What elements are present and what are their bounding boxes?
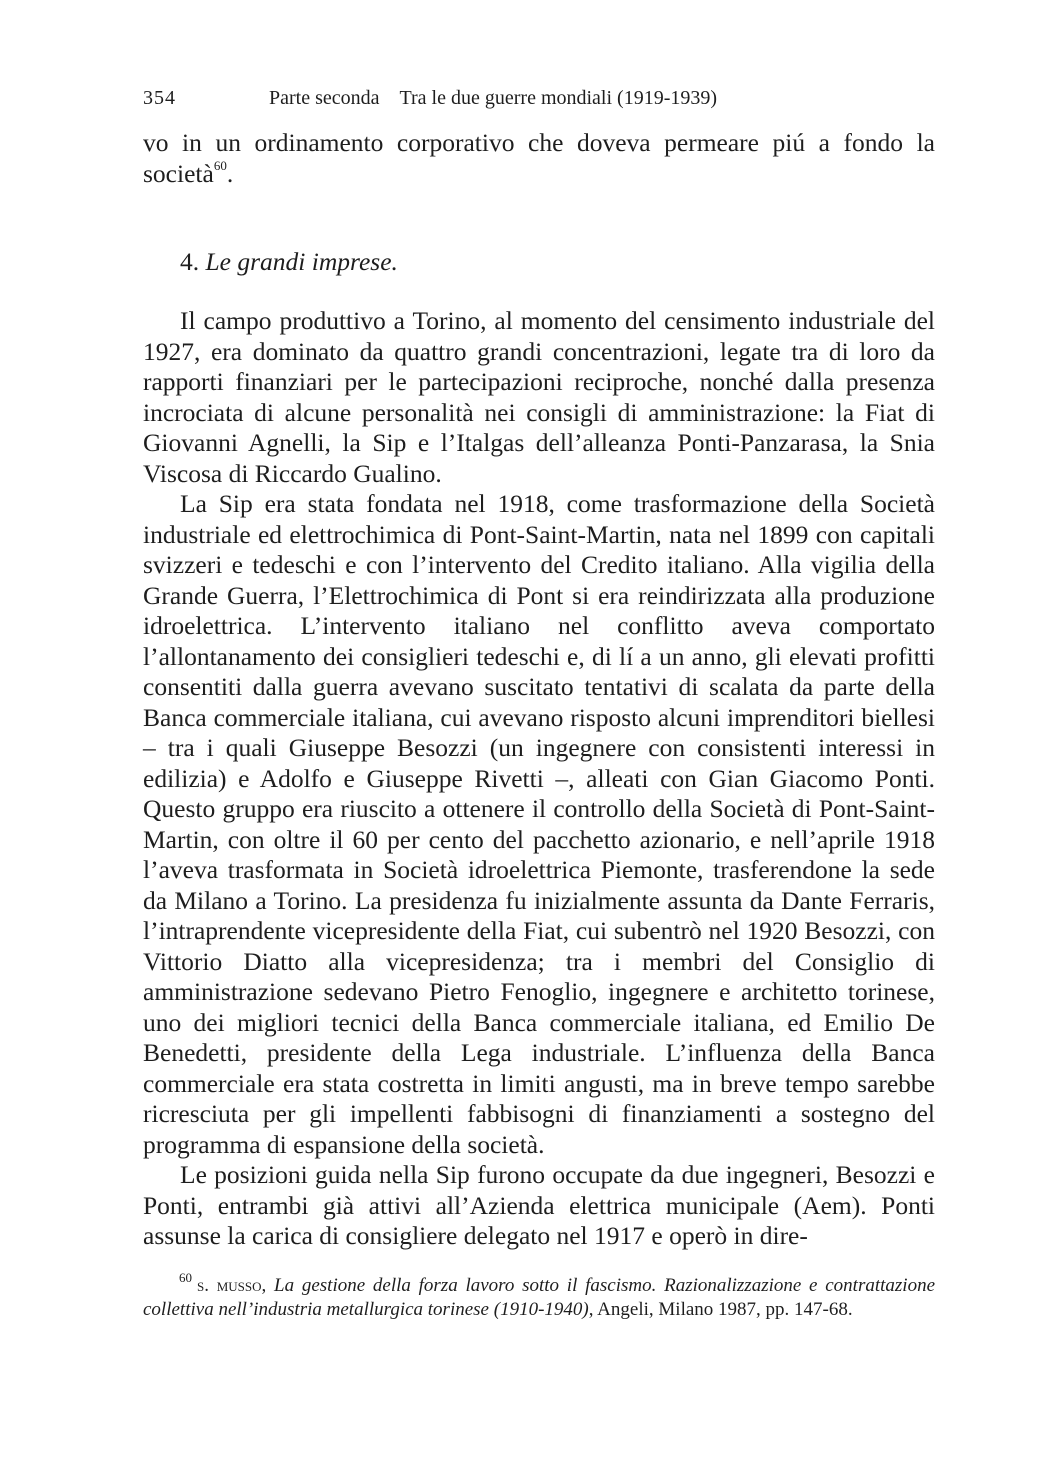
running-header [143,84,943,112]
paragraph: La Sip era stata fondata nel 1918, come trasformazione della Società industriale ed elettrochimica di Pont-Saint-Martin, nata nel 1899 con capitali svizzeri e tedeschi e con l’intervento del Credito italiano. Alla vigilia della Grande Guerra, l’Elettrochimica di Pont si era reindirizzata alla produzione idroelettrica. L’intervento italiano nel conflitto aveva comportato l’allontanamento dei consiglieri tedeschi e, di lí a un anno, gli elevati profitti consentiti dalla guerra avevano suscitato tentativi di scalata da parte della Banca commerciale italiana, cui avevano risposto alcuni imprenditori biellesi – tra i quali Giuseppe Besozzi (un ingegnere con consistenti interessi in edilizia) e Adolfo e Giuseppe Rivetti –, alleati con Gian Giacomo Ponti. Questo gruppo era riuscito a ottenere il controllo della Società di Pont-Saint-Martin, con oltre il 60 per cento del pacchetto azionario, e nell’aprile 1918 l’aveva trasformata in Società idroelettrica Piemonte, trasferendone la sede da Milano a Torino. La presidenza fu inizialmente assunta da Dante Ferraris, l’intraprendente vicepresidente della Fiat, cui subentrò nel 1920 Besozzi, con Vittorio Diatto alla vicepresidenza; tra i membri del Consiglio di amministrazione sedevano Pietro Fenoglio, ingegnere e architetto torinese, uno dei migliori tecnici della Banca commerciale italiana, ed Emilio De Benedetti, presidente della Lega industriale. L’influenza della Banca commerciale era stata costretta in limiti angusti, ma in breve tempo sarebbe ricresciuta per gli impellenti fabbisogni di finanziamenti a sostegno del programma di espansione della società. [143,489,935,1159]
paragraph: Il campo produttivo a Torino, al momento del censimento industriale del 1927, era dominato da quattro grandi concentrazioni, legate tra di loro da rapporti finanziari per le partecipazioni reciproche, nonché dalla presenza incrociata di alcune personalità nei consigli di amministrazione: la Fiat di Giovanni Agnelli, la Sip e l’Italgas dell’alleanza Ponti-Panzarasa, la Snia Viscosa di Riccardo Gualino. [143,306,935,488]
page-number: 354 [143,87,176,109]
continued-text: vo in un ordinamento corporativo che doveva permeare piú a fondo la società [143,128,935,188]
continued-paragraph [143,128,935,189]
footnote-reference[interactable]: 60 [213,158,227,173]
main-text [143,306,935,1252]
section-title: Le grandi imprese. [205,247,398,276]
footnote: $^{60}$ s. musso, La gestione della forza lavoro sotto il fascismo. Razionalizzazione e contrattazione collettiva nell’industria metallurgica torinese (1910-1940), Angeli, Milano 1987, pp. 147-68. [143,1269,936,1320]
footnote-title: La gestione della forza lavoro sotto il fascismo. Razionalizzazione e contrattazione collettiva nell’industria metallurgica torinese (1910-1940) [143,1275,936,1320]
section-number: 4. [180,247,200,276]
continued-text-end: . [226,158,234,188]
footnote-author: s. musso, [197,1275,267,1296]
paragraph: Le posizioni guida nella Sip furono occupate da due ingegneri, Besozzi e Ponti, entrambi già attivi all’Azienda elettrica municipale (Aem). Ponti assunse la carica di consigliere delegato nel 1917 e operò in dire- [143,1160,935,1250]
running-title: Parte seconda Tra le due guerre mondiali (1919-1939) [269,87,718,109]
section-heading [180,246,398,278]
footnote-publication: , Angeli, Milano 1987, pp. 147-68. [588,1299,853,1320]
